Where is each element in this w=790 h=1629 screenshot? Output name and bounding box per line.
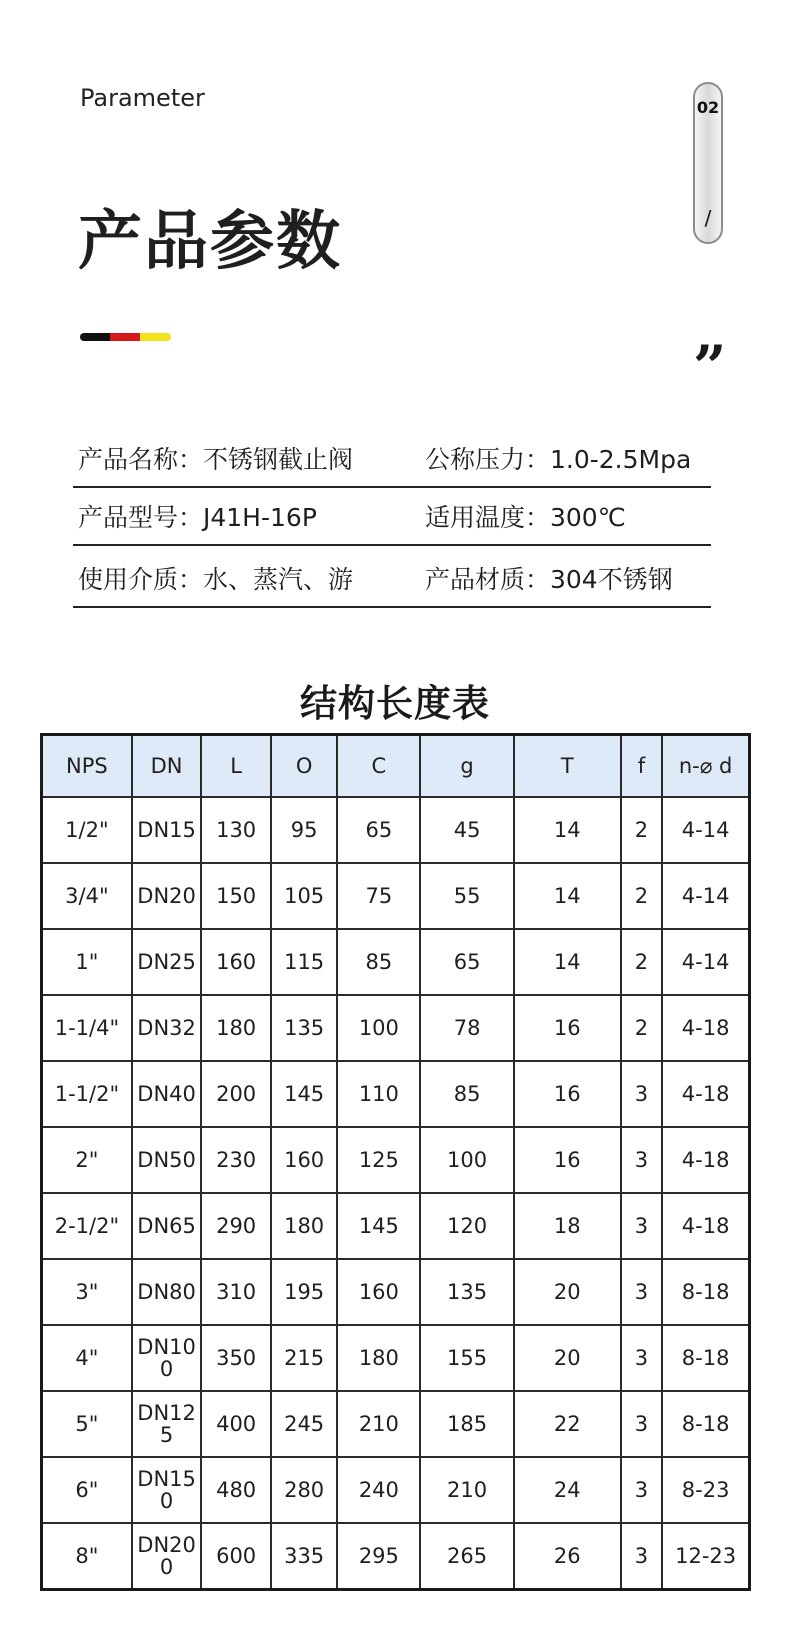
cell-c: 125 xyxy=(337,1127,420,1193)
col-header-c: C xyxy=(337,735,420,798)
param-model: 产品型号：J41H-16P xyxy=(78,503,317,532)
cell-f: 2 xyxy=(621,995,663,1061)
cell-n-d: 4-14 xyxy=(662,797,749,863)
col-header-l: L xyxy=(201,735,271,798)
cell-n-d: 4-18 xyxy=(662,1127,749,1193)
table-row xyxy=(42,863,750,929)
cell-g: 265 xyxy=(420,1523,513,1590)
table-row xyxy=(42,1391,750,1457)
accent-stripe-yellow xyxy=(140,333,171,341)
cell-c: 145 xyxy=(337,1193,420,1259)
cell-f: 3 xyxy=(621,1391,663,1457)
cell-c: 65 xyxy=(337,797,420,863)
col-header-o: O xyxy=(271,735,337,798)
cell-n-d: 8-23 xyxy=(662,1457,749,1523)
table-row xyxy=(42,1127,750,1193)
cell-f: 2 xyxy=(621,929,663,995)
cell-n-d: 8-18 xyxy=(662,1259,749,1325)
cell-g: 120 xyxy=(420,1193,513,1259)
table-title: 结构长度表 xyxy=(300,682,490,725)
page-number-badge xyxy=(693,82,723,244)
cell-nps: 1/2" xyxy=(42,797,132,863)
cell-nps: 1-1/2" xyxy=(42,1061,132,1127)
param-nominal-pressure: 公称压力：1.0-2.5Mpa xyxy=(425,445,692,474)
cell-t: 20 xyxy=(514,1259,621,1325)
cell-g: 185 xyxy=(420,1391,513,1457)
cell-nps: 3" xyxy=(42,1259,132,1325)
cell-dn: DN200 xyxy=(132,1523,202,1590)
cell-t: 16 xyxy=(514,1127,621,1193)
cell-t: 16 xyxy=(514,1061,621,1127)
cell-nps: 4" xyxy=(42,1325,132,1391)
table-row xyxy=(42,1193,750,1259)
cell-t: 14 xyxy=(514,929,621,995)
cell-o: 145 xyxy=(271,1061,337,1127)
cell-l: 230 xyxy=(201,1127,271,1193)
cell-nps: 5" xyxy=(42,1391,132,1457)
table-header-row xyxy=(42,735,750,798)
cell-dn: DN32 xyxy=(132,995,202,1061)
cell-f: 3 xyxy=(621,1523,663,1590)
cell-t: 18 xyxy=(514,1193,621,1259)
cell-c: 110 xyxy=(337,1061,420,1127)
cell-g: 65 xyxy=(420,929,513,995)
cell-o: 115 xyxy=(271,929,337,995)
cell-o: 105 xyxy=(271,863,337,929)
cell-f: 3 xyxy=(621,1061,663,1127)
param-row xyxy=(73,432,711,488)
cell-o: 135 xyxy=(271,995,337,1061)
cell-dn: DN40 xyxy=(132,1061,202,1127)
section-subtitle-en: Parameter xyxy=(80,84,205,112)
cell-l: 350 xyxy=(201,1325,271,1391)
col-header-f: f xyxy=(621,735,663,798)
cell-f: 2 xyxy=(621,797,663,863)
cell-n-d: 4-18 xyxy=(662,995,749,1061)
cell-nps: 1-1/4" xyxy=(42,995,132,1061)
cell-f: 3 xyxy=(621,1325,663,1391)
cell-t: 14 xyxy=(514,863,621,929)
cell-o: 195 xyxy=(271,1259,337,1325)
cell-l: 290 xyxy=(201,1193,271,1259)
cell-t: 22 xyxy=(514,1391,621,1457)
cell-t: 16 xyxy=(514,995,621,1061)
cell-c: 85 xyxy=(337,929,420,995)
cell-g: 100 xyxy=(420,1127,513,1193)
cell-l: 310 xyxy=(201,1259,271,1325)
cell-g: 78 xyxy=(420,995,513,1061)
table-row xyxy=(42,1523,750,1590)
page-number-slash: / xyxy=(704,206,712,230)
cell-dn: DN80 xyxy=(132,1259,202,1325)
cell-n-d: 12-23 xyxy=(662,1523,749,1590)
cell-l: 160 xyxy=(201,929,271,995)
cell-t: 26 xyxy=(514,1523,621,1590)
cell-n-d: 8-18 xyxy=(662,1391,749,1457)
cell-o: 95 xyxy=(271,797,337,863)
cell-o: 245 xyxy=(271,1391,337,1457)
cell-f: 3 xyxy=(621,1193,663,1259)
cell-n-d: 4-18 xyxy=(662,1061,749,1127)
cell-l: 150 xyxy=(201,863,271,929)
table-row xyxy=(42,995,750,1061)
cell-o: 280 xyxy=(271,1457,337,1523)
cell-c: 160 xyxy=(337,1259,420,1325)
cell-n-d: 4-14 xyxy=(662,863,749,929)
quote-mark-icon: ” xyxy=(693,333,727,401)
cell-l: 400 xyxy=(201,1391,271,1457)
cell-f: 2 xyxy=(621,863,663,929)
cell-dn: DN50 xyxy=(132,1127,202,1193)
cell-n-d: 4-14 xyxy=(662,929,749,995)
cell-t: 20 xyxy=(514,1325,621,1391)
table-row xyxy=(42,1457,750,1523)
cell-g: 85 xyxy=(420,1061,513,1127)
table-row xyxy=(42,929,750,995)
cell-g: 55 xyxy=(420,863,513,929)
cell-f: 3 xyxy=(621,1457,663,1523)
param-temperature: 适用温度：300℃ xyxy=(425,503,626,532)
cell-l: 180 xyxy=(201,995,271,1061)
cell-nps: 8" xyxy=(42,1523,132,1590)
table-row xyxy=(42,1259,750,1325)
cell-nps: 2-1/2" xyxy=(42,1193,132,1259)
cell-l: 130 xyxy=(201,797,271,863)
col-header-g: g xyxy=(420,735,513,798)
param-material: 产品材质：304不锈钢 xyxy=(425,565,673,594)
accent-stripe-red xyxy=(110,333,140,341)
table-row xyxy=(42,797,750,863)
cell-c: 210 xyxy=(337,1391,420,1457)
cell-dn: DN25 xyxy=(132,929,202,995)
cell-dn: DN150 xyxy=(132,1457,202,1523)
cell-t: 14 xyxy=(514,797,621,863)
col-header-n-d: n-⌀ d xyxy=(662,735,749,798)
cell-l: 480 xyxy=(201,1457,271,1523)
cell-dn: DN125 xyxy=(132,1391,202,1457)
structure-length-table xyxy=(40,733,751,1591)
cell-l: 200 xyxy=(201,1061,271,1127)
table-body xyxy=(42,797,750,1590)
cell-dn: DN15 xyxy=(132,797,202,863)
page-number: 02 xyxy=(696,98,720,117)
cell-c: 240 xyxy=(337,1457,420,1523)
cell-o: 180 xyxy=(271,1193,337,1259)
table-row xyxy=(42,1325,750,1391)
cell-o: 335 xyxy=(271,1523,337,1590)
cell-l: 600 xyxy=(201,1523,271,1590)
cell-o: 160 xyxy=(271,1127,337,1193)
cell-nps: 1" xyxy=(42,929,132,995)
cell-dn: DN65 xyxy=(132,1193,202,1259)
param-row xyxy=(73,552,711,608)
cell-nps: 2" xyxy=(42,1127,132,1193)
page-title: 产品参数 xyxy=(78,205,342,279)
param-row xyxy=(73,490,711,546)
col-header-t: T xyxy=(514,735,621,798)
cell-c: 180 xyxy=(337,1325,420,1391)
cell-c: 100 xyxy=(337,995,420,1061)
col-header-nps: NPS xyxy=(42,735,132,798)
cell-nps: 6" xyxy=(42,1457,132,1523)
table-row xyxy=(42,1061,750,1127)
cell-n-d: 4-18 xyxy=(662,1193,749,1259)
param-product-name: 产品名称：不锈钢截止阀 xyxy=(78,445,354,474)
cell-nps: 3/4" xyxy=(42,863,132,929)
cell-f: 3 xyxy=(621,1127,663,1193)
cell-n-d: 8-18 xyxy=(662,1325,749,1391)
cell-dn: DN20 xyxy=(132,863,202,929)
cell-c: 295 xyxy=(337,1523,420,1590)
param-medium: 使用介质：水、蒸汽、游 xyxy=(78,565,354,594)
cell-g: 135 xyxy=(420,1259,513,1325)
cell-o: 215 xyxy=(271,1325,337,1391)
cell-g: 210 xyxy=(420,1457,513,1523)
col-header-dn: DN xyxy=(132,735,202,798)
cell-g: 45 xyxy=(420,797,513,863)
cell-t: 24 xyxy=(514,1457,621,1523)
cell-c: 75 xyxy=(337,863,420,929)
accent-stripe-black xyxy=(80,333,110,341)
cell-g: 155 xyxy=(420,1325,513,1391)
cell-dn: DN100 xyxy=(132,1325,202,1391)
cell-f: 3 xyxy=(621,1259,663,1325)
